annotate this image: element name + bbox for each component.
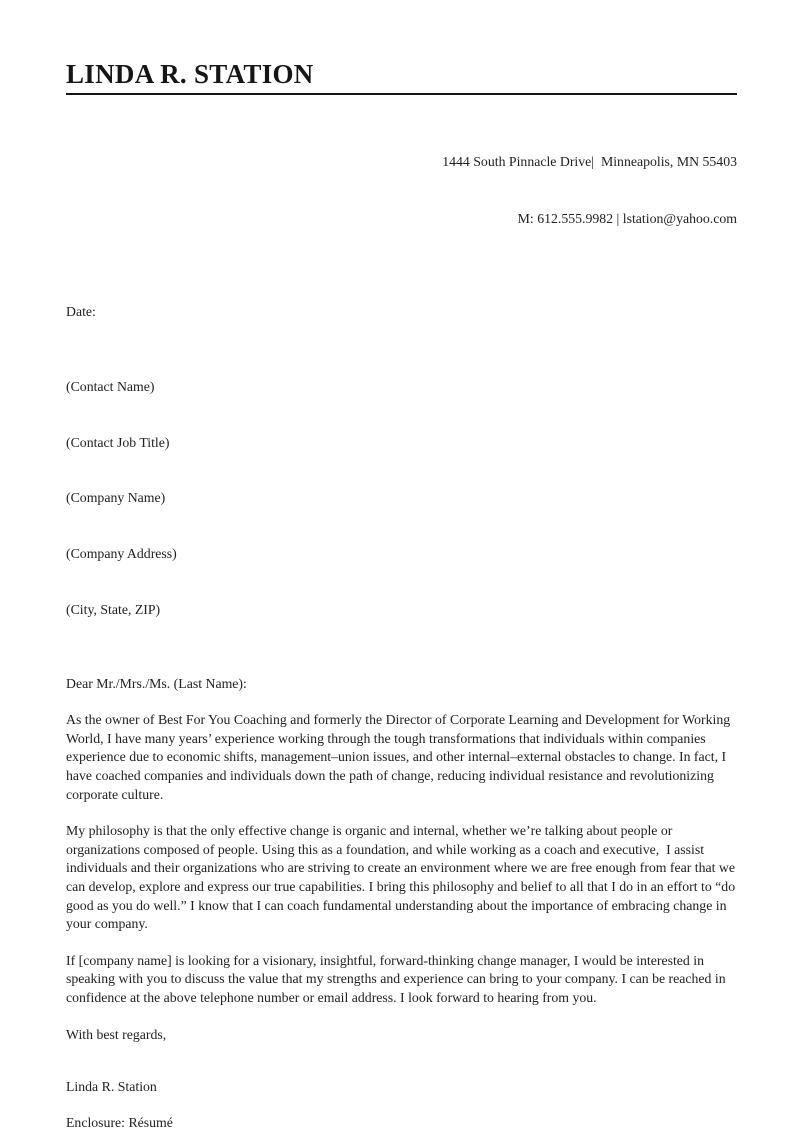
letter-body — [66, 303, 737, 1132]
enclosure-note: Enclosure: Résumé — [66, 1114, 173, 1130]
letterhead — [66, 58, 737, 266]
recipient-contact-name: (Contact Name) — [66, 378, 155, 394]
salutation: Dear Mr./Mrs./Ms. (Last Name): — [66, 675, 247, 691]
paragraph-call-to-action: If [company name] is looking for a visionary, insightful, forward-thinking change manager, I would be interested in speaking with you to discuss the value that my strengths and experience can bring to your company. I can be reached in confidence at the above telephone number or email address. I look forward to hearing from you. — [66, 952, 730, 1005]
letterhead-name: LINDA R. STATION — [66, 59, 314, 89]
recipient-block — [66, 341, 737, 657]
signature-name: Linda R. Station — [66, 1079, 157, 1095]
letterhead-phone-email-line: M: 612.555.9982 | lstation@yahoo.com — [517, 211, 737, 226]
recipient-company-address: (Company Address) — [66, 546, 177, 562]
date-label: Date: — [66, 304, 96, 319]
paragraph-introduction: As the owner of Best For You Coaching and formerly the Director of Corporate Learning and Development for Working World, I have many years’ experience working through the tough transformations that individuals within companies experience due to economic shifts, management–union issues, and other internal–external obstacles to change. In fact, I have coached companies and individuals down the path of change, reducing individual resistance and revolutionizing corporate culture. — [66, 712, 734, 802]
recipient-company-name: (Company Name) — [66, 490, 166, 506]
paragraph-philosophy: My philosophy is that the only effective change is organic and internal, whether we’re talking about people or organizations composed of people. Using this as a foundation, and while working as a coach and executive, I assist individuals and their organizations who are striving to create an environment where we are free enough from fear that we can develop, explore and express our true capabilities. I bring this philosophy and belief to all that I do in an effort to “do good as you do well.” I know that I can coach fundamental understanding about the importance of embracing change in your company. — [66, 823, 739, 932]
letterhead-rule — [66, 93, 737, 95]
recipient-contact-job-title: (Contact Job Title) — [66, 434, 170, 450]
letterhead-address-line: 1444 South Pinnacle Drive| Minneapolis, MN 55403 — [442, 154, 737, 169]
letterhead-contact-block — [66, 114, 737, 266]
closing-phrase: With best regards, — [66, 1026, 167, 1042]
recipient-city-state-zip: (City, State, ZIP) — [66, 601, 161, 617]
